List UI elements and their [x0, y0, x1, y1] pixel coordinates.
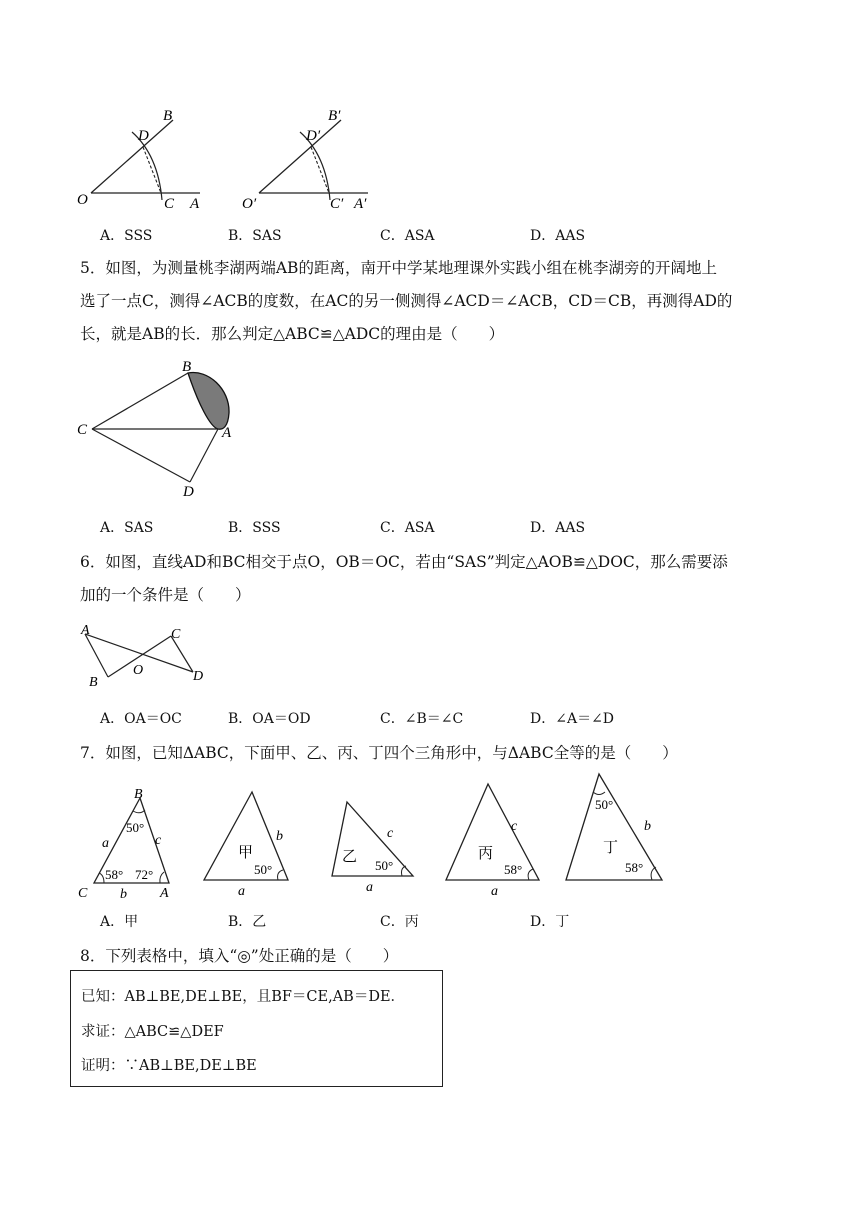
q6-option-a[interactable]: A．OA＝OC: [100, 711, 182, 727]
q4-option-b[interactable]: B．SAS: [228, 228, 282, 244]
q5-line-3: 长，就是AB的长．那么判定△ABC≌△ADC的理由是（ ）: [80, 325, 505, 343]
q8-given: 已知：AB⊥BE,DE⊥BE，且BF＝CE,AB＝DE．: [81, 989, 406, 1005]
q4-label-a-prime: A′: [354, 196, 367, 212]
ding-angle-top: 50°: [595, 797, 614, 812]
jia-angle: 50°: [254, 862, 273, 877]
yi-side-a: a: [366, 880, 373, 895]
q4-label-c: C: [164, 196, 175, 212]
q5-option-b[interactable]: B．SSS: [228, 520, 281, 536]
abc-label-c: C: [78, 886, 88, 900]
q5-option-c[interactable]: C．ASA: [380, 520, 435, 536]
q7-option-b[interactable]: B．乙: [228, 914, 267, 930]
abc-side-a: a: [102, 836, 109, 851]
abc-side-c: c: [155, 833, 162, 848]
q4-figure-1: [70, 100, 220, 215]
q5-option-d[interactable]: D．AAS: [530, 520, 586, 536]
q4-option-d[interactable]: D．AAS: [530, 228, 586, 244]
q4-option-a[interactable]: A．SSS: [100, 228, 153, 244]
yi-angle: 50°: [375, 858, 394, 873]
q5-label-c: C: [77, 422, 88, 438]
q5-label-d: D: [183, 484, 194, 500]
q6-label-a: A: [81, 623, 90, 638]
q6-label-d: D: [193, 669, 204, 684]
q5-label-b: B: [182, 359, 192, 375]
q4-figure-2: [238, 100, 388, 215]
jia-side-b: b: [276, 829, 283, 844]
abc-side-b: b: [120, 887, 127, 900]
q4-label-d: D: [138, 128, 149, 144]
abc-angle-c: 58°: [105, 867, 124, 882]
q5-line-1: 5．如图，为测量桃李湖两端AB的距离，南开中学某地理课外实践小组在桃李湖旁的开阔地上: [80, 259, 717, 277]
q7-option-d[interactable]: D．丁: [530, 914, 570, 930]
q8-proof: 证明：∵AB⊥BE,DE⊥BE: [81, 1058, 257, 1074]
q6-question: [80, 546, 790, 612]
q6-label-b: B: [89, 675, 98, 690]
q5-question: [80, 252, 790, 351]
abc-angle-a: 72°: [135, 867, 154, 882]
q7-option-c[interactable]: C．丙: [380, 914, 419, 930]
q4-label-a: A: [190, 196, 200, 212]
ding-angle-right: 58°: [625, 860, 644, 875]
q5-label-a: A: [222, 425, 232, 441]
yi-side-c: c: [387, 826, 394, 841]
q7-question: [80, 737, 790, 770]
bing-angle: 58°: [504, 862, 523, 877]
q8-line-1: 8．下列表格中，填入“◎”处正确的是（ ）: [80, 947, 399, 965]
abc-label-b: B: [134, 787, 143, 802]
q6-label-c: C: [171, 627, 181, 642]
q4-label-b-prime: B′: [328, 108, 341, 124]
abc-angle-b: 50°: [126, 820, 145, 835]
q7-figures: [70, 770, 670, 900]
q4-label-d-prime: D′: [306, 128, 321, 144]
q6-option-b[interactable]: B．OA＝OD: [228, 711, 311, 727]
q6-line-2: 加的一个条件是（ ）: [80, 586, 251, 604]
q6-option-d[interactable]: D．∠A＝∠D: [530, 711, 615, 727]
yi-name: 乙: [342, 849, 358, 865]
q6-label-o: O: [133, 663, 144, 678]
q8-question: [80, 940, 790, 973]
q4-label-o-prime: O′: [242, 196, 257, 212]
q7-option-a[interactable]: A．甲: [100, 914, 139, 930]
abc-label-a: A: [160, 886, 169, 900]
jia-side-a: a: [238, 884, 245, 899]
q8-prove: 求证：△ABC≌△DEF: [81, 1024, 224, 1040]
ding-side-b: b: [644, 819, 651, 834]
bing-side-c: c: [511, 819, 518, 834]
bing-side-a: a: [491, 884, 498, 899]
jia-name: 甲: [238, 845, 254, 861]
q7-line-1: 7．如图，已知ΔABC，下面甲、乙、丙、丁四个三角形中，与ΔABC全等的是（ ）: [80, 744, 678, 762]
q8-proof-table: [70, 970, 443, 1087]
q5-figure: [70, 355, 250, 505]
q5-line-2: 选了一点C，测得∠ACB的度数，在AC的另一侧测得∠ACD＝∠ACB，CD＝CB，再测得AD的: [80, 292, 733, 310]
q4-option-c[interactable]: C．ASA: [380, 228, 435, 244]
q6-option-c[interactable]: C．∠B＝∠C: [380, 711, 464, 727]
q4-label-c-prime: C′: [330, 196, 344, 212]
bing-name: 丙: [478, 846, 494, 862]
q5-option-a[interactable]: A．SAS: [100, 520, 154, 536]
q4-label-o: O: [77, 192, 88, 208]
q6-line-1: 6．如图，直线AD和BC相交于点O，OB＝OC，若由“SAS”判定△AOB≌△DOC，那么需要添: [80, 553, 728, 571]
q4-label-b: B: [163, 108, 173, 124]
q6-figure: [75, 620, 215, 692]
ding-name: 丁: [603, 840, 619, 856]
